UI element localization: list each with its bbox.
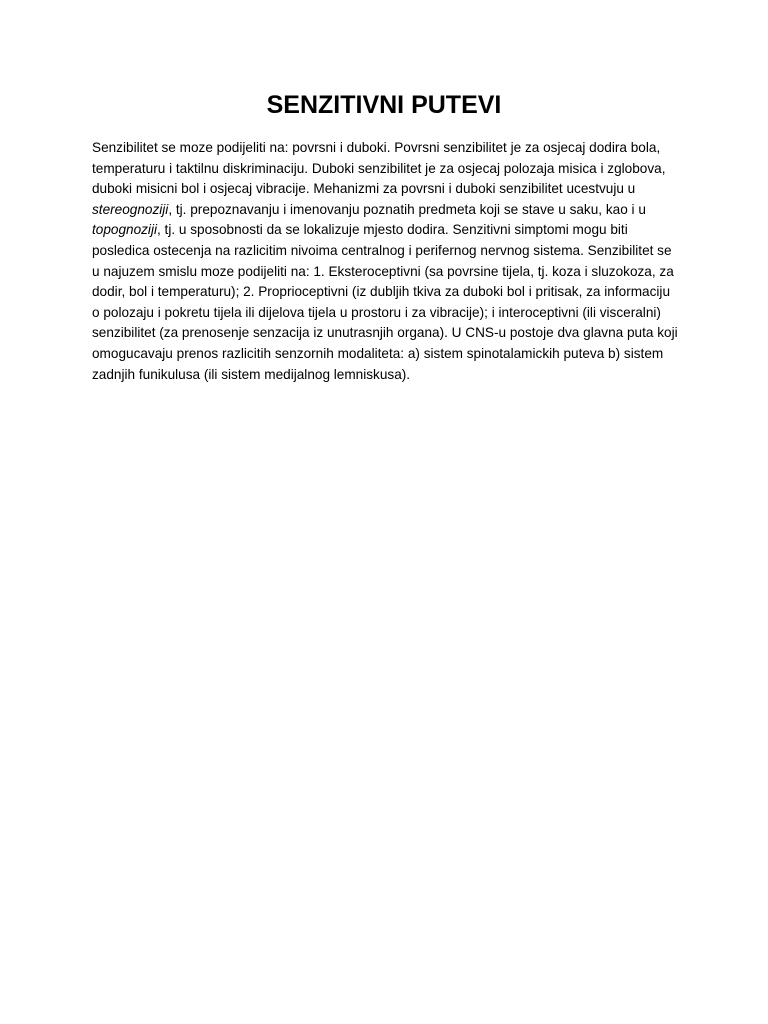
italic-term-stereognoziji: stereognoziji (92, 201, 169, 217)
body-paragraph (92, 138, 678, 385)
page-title: SENZITIVNI PUTEVI (266, 91, 502, 119)
italic-term-topognoziji: topognoziji (92, 222, 157, 238)
paragraph-text-2: , tj. prepoznavanju i imenovanju poznatih predmeta koji se stave u saku, kao i u (168, 201, 646, 217)
paragraph-text-3: , tj. u sposobnosti da se lokalizuje mjesto dodira. Senzitivni simptomi mogu biti posledica ostecenja na razlicitim nivoima centralnog i perifernog nervnog sistema. Senzibilitet se u najuzem smislu moze podijeliti na: 1. Eksteroceptivni (sa povrsine tijela, tj. koza i sluzokoza, za dodir, bol i temperaturu); 2. Proprioceptivni (iz dubljih tkiva za duboki bol i pritisak, za informaciju o polozaju i pokretu tijela ili dijelova tijela u prostoru i za vibracije); i interoceptivni (ili visceralni) senzibilitet (za prenosenje senzacija iz unutrasnjih organa). U CNS-u postoje dva glavna puta koji omogucavaju prenos razlicitih senzornih modaliteta: a) sistem spinotalamickih puteva b) sistem zadnjih funikulusa (ili sistem medijalnog lemniskusa). (92, 222, 678, 382)
paragraph-text-1: Senzibilitet se moze podijeliti na: povrsni i duboki. Povrsni senzibilitet je za osjecaj dodira bola, temperaturu i taktilnu diskriminaciju. Duboki senzibilitet je za osjecaj polozaja misica i zglobova, duboki misicni bol i osjecaj vibracije. Mehanizmi za povrsni i duboki senzibilitet ucestvuju u (92, 140, 666, 197)
